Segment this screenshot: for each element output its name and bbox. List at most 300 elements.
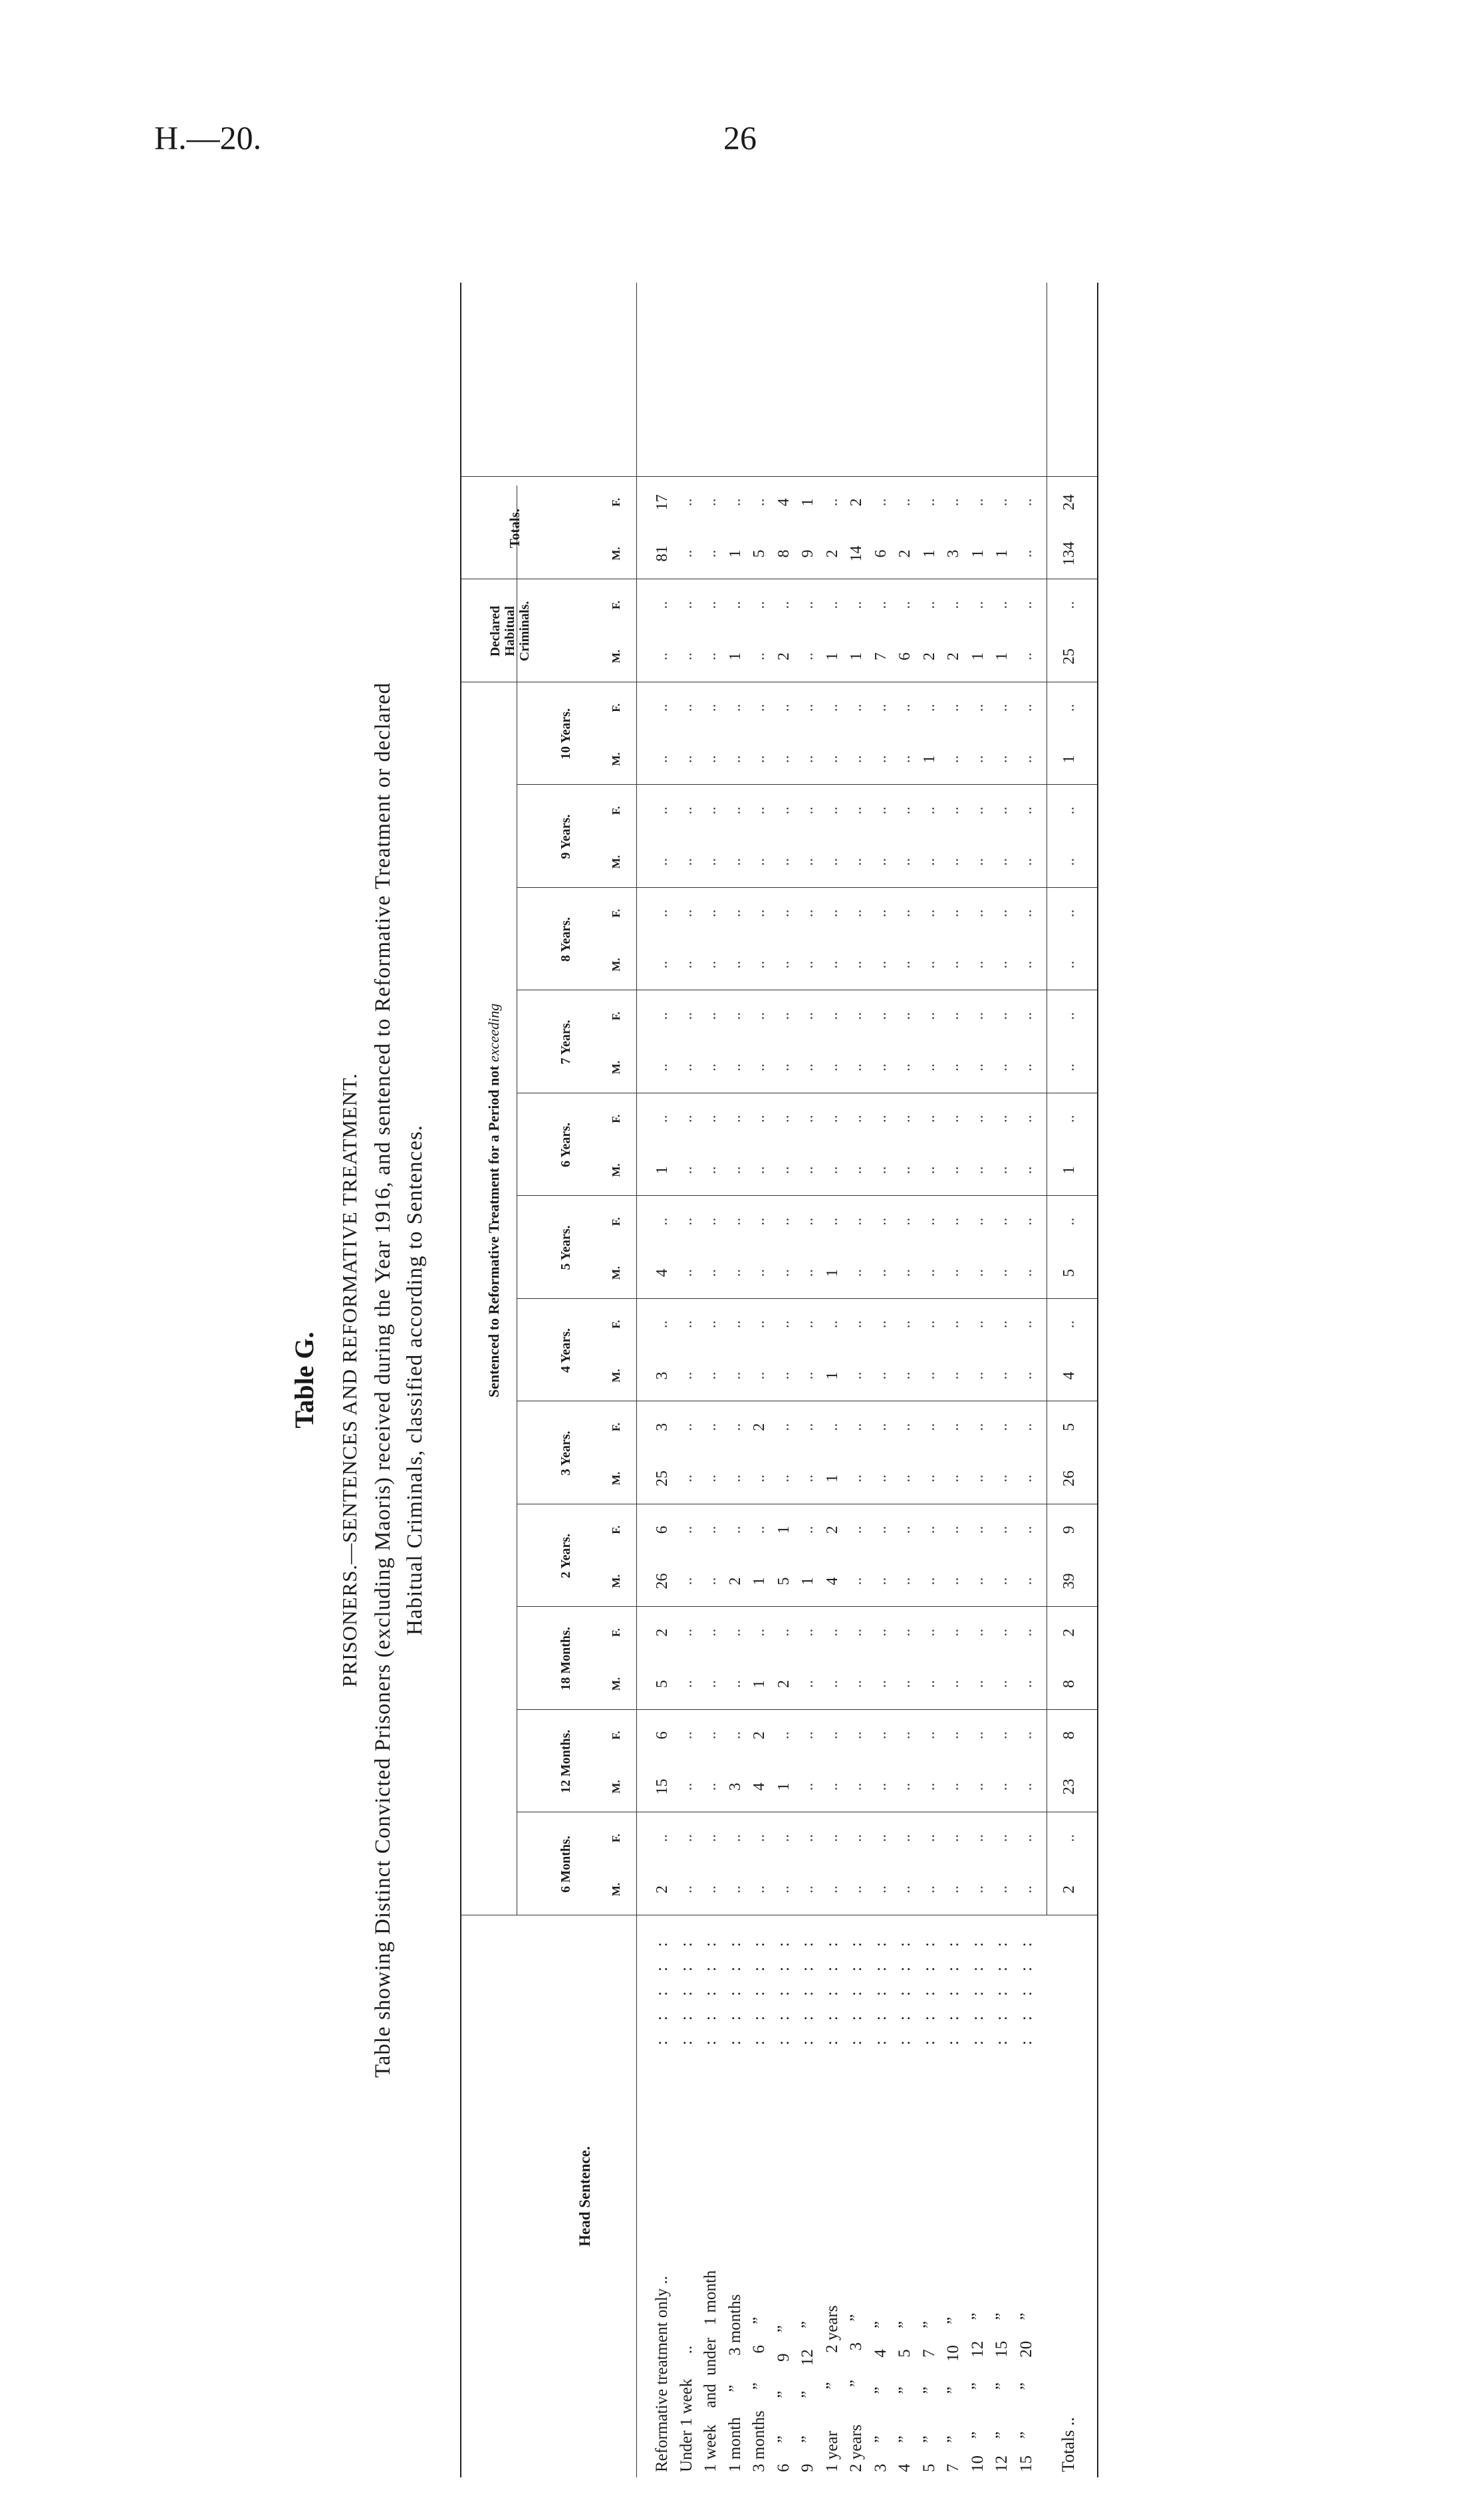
row-label: 6 ” ” 9 ” <box>774 2325 793 2472</box>
table-cell: .. <box>920 1834 938 1842</box>
table-cell: .. <box>945 1115 962 1123</box>
table-cell: .. <box>969 1269 987 1277</box>
table-cell: .. <box>896 1371 914 1380</box>
table-cell: 2 <box>654 1628 671 1637</box>
table-cell: .. <box>775 1269 793 1277</box>
table-cell: .. <box>920 1063 938 1071</box>
table-cell: .. <box>799 601 816 609</box>
sex-column-header: M. <box>610 649 622 664</box>
sex-column-header: M. <box>610 1574 622 1588</box>
table-cell: .. <box>872 755 890 764</box>
table-bottom-rule <box>1097 283 1098 2477</box>
table-cell: 3 <box>945 549 962 558</box>
table-cell: .. <box>1017 1063 1035 1071</box>
table-cell: .. <box>654 806 671 815</box>
totals-cell: 5 <box>1060 1423 1078 1431</box>
table-cell: .. <box>1017 1628 1035 1637</box>
table-cell: .. <box>823 1834 841 1842</box>
leader-dots: ::::: <box>701 1922 719 2045</box>
table-cell: .. <box>726 755 744 764</box>
table-cell: .. <box>726 1166 744 1175</box>
table-cell: .. <box>896 1269 914 1277</box>
sex-column-header: F. <box>610 1731 622 1740</box>
table-cell: .. <box>775 1423 793 1431</box>
table-cell: .. <box>751 858 768 866</box>
table-cell: .. <box>823 1731 841 1740</box>
table-cell: .. <box>920 498 938 507</box>
table-cell: .. <box>702 549 719 558</box>
sex-column-header: M. <box>610 1677 622 1691</box>
table-cell: 6 <box>896 652 914 660</box>
sex-column-header: F. <box>610 1114 622 1123</box>
table-cell: .. <box>702 704 719 712</box>
totals-cell: 8 <box>1060 1680 1078 1688</box>
totals-cell: 25 <box>1060 648 1078 664</box>
table-cell: .. <box>848 1217 865 1226</box>
table-cell: .. <box>993 1628 1011 1637</box>
table-cell: 3 <box>654 1371 671 1380</box>
table-description-line-2: Habitual Criminals, classified according to Sentences. <box>403 1125 427 1635</box>
table-cell: .. <box>848 1834 865 1842</box>
sex-column-header: F. <box>610 703 622 712</box>
leader-dots: ::::: <box>944 1922 962 2045</box>
table-cell: .. <box>872 1423 890 1431</box>
leader-dots: ::::: <box>993 1922 1011 2045</box>
table-cell: .. <box>1017 755 1035 764</box>
table-cell: 5 <box>751 549 768 558</box>
table-cell: .. <box>945 1269 962 1277</box>
row-label: 3 months ” 6 ” <box>750 2316 768 2472</box>
table-cell: .. <box>702 1166 719 1175</box>
table-cell: .. <box>920 1680 938 1688</box>
table-cell: 14 <box>848 545 865 562</box>
table-cell: .. <box>945 1885 962 1893</box>
row-label: 7 ” ” 10 ” <box>944 2316 962 2472</box>
table-cell: .. <box>920 1269 938 1277</box>
sex-column-header: M. <box>610 1369 622 1383</box>
table-cell: .. <box>848 1577 865 1586</box>
leader-dots: ::::: <box>774 1922 793 2045</box>
table-cell: .. <box>678 1731 695 1740</box>
table-cell: .. <box>726 1628 744 1637</box>
table-cell: .. <box>872 1217 890 1226</box>
table-cell: .. <box>872 1885 890 1893</box>
table-cell: .. <box>751 1166 768 1175</box>
table-cell: .. <box>969 1474 987 1482</box>
table-cell: .. <box>799 652 816 660</box>
table-cell: 1 <box>751 1577 768 1586</box>
table-cell: .. <box>945 1577 962 1586</box>
table-cell: 3 <box>726 1782 744 1791</box>
table-cell: 2 <box>751 1423 768 1431</box>
table-cell: .. <box>993 1012 1011 1020</box>
table-cell: .. <box>920 909 938 918</box>
table-cell: .. <box>993 858 1011 866</box>
table-cell: .. <box>993 1217 1011 1226</box>
table-cell: 1 <box>799 498 816 507</box>
leader-dots: ::::: <box>871 1922 890 2045</box>
table-cell: .. <box>945 1166 962 1175</box>
sex-column-header: F. <box>610 1423 622 1432</box>
table-cell: .. <box>678 755 695 764</box>
totals-cell: 4 <box>1060 1371 1078 1380</box>
table-cell: .. <box>823 1680 841 1688</box>
table-cell: .. <box>751 1012 768 1020</box>
table-cell: .. <box>678 1012 695 1020</box>
table-cell: .. <box>726 1115 744 1123</box>
leader-dots: ::::: <box>847 1922 865 2045</box>
table-cell: 1 <box>848 652 865 660</box>
totals-cell: .. <box>1060 1012 1078 1020</box>
table-cell: .. <box>872 1577 890 1586</box>
table-cell: .. <box>702 960 719 969</box>
table-cell: .. <box>678 601 695 609</box>
table-title: PRISONERS.—SENTENCES AND REFORMATIVE TREATMENT. <box>338 1073 361 1687</box>
group-divider <box>460 579 1097 580</box>
table-cell: 2 <box>896 549 914 558</box>
table-cell: .. <box>969 806 987 815</box>
table-cell: .. <box>848 601 865 609</box>
table-cell: .. <box>678 1526 695 1534</box>
table-cell: .. <box>726 1474 744 1482</box>
table-cell: .. <box>945 806 962 815</box>
table-cell: .. <box>823 806 841 815</box>
table-cell: .. <box>702 1115 719 1123</box>
sex-column-header: F. <box>610 497 622 507</box>
table-cell: .. <box>872 1012 890 1020</box>
sentenced-span-header <box>485 486 503 1915</box>
table-cell: .. <box>1017 1526 1035 1534</box>
table-cell: .. <box>823 909 841 918</box>
table-cell: .. <box>920 1885 938 1893</box>
totals-cell: 2 <box>1060 1628 1078 1637</box>
table-cell: .. <box>654 601 671 609</box>
table-cell: .. <box>920 1320 938 1329</box>
table-cell: .. <box>823 498 841 507</box>
table-cell: .. <box>775 909 793 918</box>
table-cell: .. <box>823 1423 841 1431</box>
table-cell: 1 <box>920 549 938 558</box>
table-cell: .. <box>1017 601 1035 609</box>
table-cell: .. <box>678 1371 695 1380</box>
table-cell: .. <box>799 1115 816 1123</box>
table-cell: .. <box>969 1320 987 1329</box>
table-cell: .. <box>848 1115 865 1123</box>
column-group-header: 5 Years. <box>558 1225 573 1270</box>
page-reference: H.—20. <box>154 119 262 156</box>
table-cell: .. <box>872 1782 890 1791</box>
table-cell: .. <box>799 1628 816 1637</box>
table-cell: .. <box>969 1217 987 1226</box>
table-cell: .. <box>751 806 768 815</box>
table-cell: .. <box>969 1166 987 1175</box>
group-divider <box>517 887 1097 888</box>
table-cell: .. <box>945 1371 962 1380</box>
table-cell: .. <box>702 601 719 609</box>
table-cell: 26 <box>654 1573 671 1590</box>
totals-cell: 24 <box>1060 494 1078 511</box>
span-header-main: Sentenced to Reformative Treatment for a Period not <box>485 1065 502 1398</box>
table-cell: .. <box>1017 1166 1035 1175</box>
table-cell: .. <box>751 1834 768 1842</box>
table-cell: .. <box>920 960 938 969</box>
table-cell: .. <box>945 1526 962 1534</box>
table-cell: .. <box>775 1217 793 1226</box>
sex-column-header: M. <box>610 1163 622 1177</box>
table-cell: .. <box>872 1269 890 1277</box>
table-cell: .. <box>848 1474 865 1482</box>
rotated-table-block <box>286 256 1110 2504</box>
table-cell: .. <box>751 498 768 507</box>
group-divider <box>460 476 1097 477</box>
table-cell: .. <box>775 1115 793 1123</box>
table-cell: .. <box>1017 1885 1035 1893</box>
table-cell: .. <box>726 1423 744 1431</box>
table-cell: .. <box>702 1320 719 1329</box>
table-cell: 4 <box>775 498 793 507</box>
table-cell: 2 <box>823 1526 841 1534</box>
table-cell: .. <box>920 1628 938 1637</box>
table-cell: .. <box>678 1217 695 1226</box>
sex-column-header: M. <box>610 1882 622 1897</box>
table-cell: 3 <box>654 1423 671 1431</box>
table-cell: .. <box>848 1320 865 1329</box>
table-cell: 1 <box>823 1269 841 1277</box>
table-cell: .. <box>702 498 719 507</box>
table-cell: .. <box>799 1526 816 1534</box>
table-cell: .. <box>848 1012 865 1020</box>
table-cell: .. <box>654 1320 671 1329</box>
table-cell: .. <box>1017 1320 1035 1329</box>
table-cell: .. <box>993 704 1011 712</box>
table-cell: .. <box>678 1474 695 1482</box>
table-cell: .. <box>896 1474 914 1482</box>
table-cell: .. <box>678 1320 695 1329</box>
table-cell: .. <box>751 1115 768 1123</box>
group-divider <box>517 1812 1097 1813</box>
table-cell: .. <box>969 1526 987 1534</box>
table-cell: 1 <box>775 1526 793 1534</box>
table-cell: .. <box>872 806 890 815</box>
table-cell: .. <box>945 1782 962 1791</box>
table-cell: .. <box>945 960 962 969</box>
table-cell: .. <box>678 1269 695 1277</box>
table-cell: .. <box>823 1166 841 1175</box>
table-cell: .. <box>775 704 793 712</box>
table-cell: .. <box>775 1371 793 1380</box>
table-cell: .. <box>799 1063 816 1071</box>
sex-column-header: M. <box>610 547 622 561</box>
table-cell: .. <box>775 1731 793 1740</box>
table-cell: .. <box>775 960 793 969</box>
sex-column-header: F. <box>610 1217 622 1226</box>
table-cell: .. <box>799 806 816 815</box>
table-cell: .. <box>726 498 744 507</box>
table-cell: .. <box>920 858 938 866</box>
column-group-header: 4 Years. <box>558 1327 573 1373</box>
table-cell: .. <box>896 1885 914 1893</box>
table-cell: .. <box>799 1269 816 1277</box>
sex-column-header: M. <box>610 1780 622 1794</box>
sex-column-header: M. <box>610 958 622 972</box>
totals-cell: .. <box>1060 704 1078 712</box>
table-cell: .. <box>678 498 695 507</box>
leader-dots: ::::: <box>968 1922 987 2045</box>
table-cell: .. <box>1017 1423 1035 1431</box>
table-cell: .. <box>1017 1115 1035 1123</box>
table-cell: .. <box>872 909 890 918</box>
row-label: 4 ” ” 5 ” <box>896 2320 914 2472</box>
table-cell: .. <box>726 858 744 866</box>
table-cell: .. <box>726 1269 744 1277</box>
table-cell: .. <box>872 1371 890 1380</box>
table-cell: .. <box>751 1526 768 1534</box>
totals-cell: 134 <box>1060 541 1078 566</box>
table-cell: .. <box>678 960 695 969</box>
table-cell: .. <box>920 1012 938 1020</box>
table-cell: .. <box>678 1577 695 1586</box>
column-group-header: 9 Years. <box>558 814 573 859</box>
table-cell: .. <box>896 858 914 866</box>
table-cell: .. <box>702 1885 719 1893</box>
table-cell: .. <box>678 1166 695 1175</box>
table-cell: .. <box>920 1166 938 1175</box>
table-cell: .. <box>799 858 816 866</box>
table-cell: .. <box>678 858 695 866</box>
table-cell: .. <box>945 1834 962 1842</box>
table-cell: .. <box>1017 1474 1035 1482</box>
table-cell: .. <box>969 1012 987 1020</box>
totals-cell: .. <box>1060 858 1078 866</box>
table-cell: .. <box>920 601 938 609</box>
table-cell: .. <box>993 1063 1011 1071</box>
table-cell: .. <box>1017 704 1035 712</box>
column-group-header: 6 Months. <box>558 1836 573 1893</box>
leader-dots: ::::: <box>920 1922 938 2045</box>
table-cell: .. <box>993 1320 1011 1329</box>
table-cell: .. <box>751 1628 768 1637</box>
table-cell: .. <box>969 601 987 609</box>
table-cell: .. <box>920 1474 938 1482</box>
table-cell: .. <box>751 1371 768 1380</box>
table-cell: .. <box>920 704 938 712</box>
table-cell: 1 <box>775 1782 793 1791</box>
table-cell: .. <box>702 1834 719 1842</box>
totals-cell: .. <box>1060 1320 1078 1329</box>
table-cell: .. <box>1017 1680 1035 1688</box>
table-cell: .. <box>1017 652 1035 660</box>
totals-cell: 1 <box>1060 1166 1078 1175</box>
table-cell: 15 <box>654 1778 671 1795</box>
table-cell: 2 <box>823 549 841 558</box>
table-cell: .. <box>945 1680 962 1688</box>
totals-cell: .. <box>1060 1217 1078 1226</box>
row-label: 2 years ” 3 ” <box>847 2314 865 2472</box>
sex-column-header: F. <box>610 1834 622 1843</box>
column-group-header: 3 Years. <box>558 1431 573 1476</box>
table-cell: 7 <box>872 652 890 660</box>
table-cell: .. <box>993 1115 1011 1123</box>
table-top-rule <box>460 283 461 2477</box>
table-cell: .. <box>993 1269 1011 1277</box>
table-cell: .. <box>726 1371 744 1380</box>
table-cell: 2 <box>654 1885 671 1893</box>
page-number: 26 <box>723 119 757 156</box>
table-cell: .. <box>993 755 1011 764</box>
table-cell: .. <box>993 909 1011 918</box>
table-cell: .. <box>993 1885 1011 1893</box>
sex-column-header: F. <box>610 1012 622 1021</box>
table-cell: .. <box>654 1834 671 1842</box>
table-cell: .. <box>848 858 865 866</box>
table-cell: .. <box>896 1577 914 1586</box>
sex-column-header: M. <box>610 855 622 869</box>
table-cell: .. <box>654 909 671 918</box>
sentences-table <box>460 283 1098 2477</box>
table-cell: .. <box>1017 1731 1035 1740</box>
leader-dots: ::::: <box>750 1922 768 2045</box>
table-cell: .. <box>872 601 890 609</box>
table-cell: .. <box>993 1834 1011 1842</box>
table-cell: .. <box>969 909 987 918</box>
table-cell: .. <box>872 1628 890 1637</box>
table-cell: 2 <box>751 1731 768 1740</box>
table-cell: .. <box>751 755 768 764</box>
sex-column-header: F. <box>610 1628 622 1637</box>
table-cell: .. <box>872 1474 890 1482</box>
table-cell: .. <box>872 1320 890 1329</box>
sex-column-header: F. <box>610 1320 622 1329</box>
table-cell: .. <box>775 858 793 866</box>
table-cell: .. <box>775 806 793 815</box>
row-label: 1 week and under 1 month <box>701 2270 719 2472</box>
table-cell: 5 <box>654 1680 671 1688</box>
group-divider <box>517 1401 1097 1402</box>
table-cell: .. <box>678 1885 695 1893</box>
table-cell: .. <box>823 1115 841 1123</box>
totals-cell: 39 <box>1060 1573 1078 1590</box>
table-cell: .. <box>702 1217 719 1226</box>
row-label: Reformative treatment only .. <box>653 2275 671 2472</box>
table-cell: .. <box>896 1063 914 1071</box>
table-cell: .. <box>848 1166 865 1175</box>
table-cell: .. <box>1017 909 1035 918</box>
table-cell: .. <box>993 1371 1011 1380</box>
table-cell: .. <box>702 652 719 660</box>
table-cell: .. <box>678 549 695 558</box>
table-cell: .. <box>751 704 768 712</box>
row-label: 9 ” ” 12 ” <box>799 2320 816 2472</box>
totals-cell: .. <box>1060 960 1078 969</box>
table-cell: 8 <box>775 549 793 558</box>
column-group-header: Declared Habitual Criminals. <box>488 601 532 662</box>
table-cell: .. <box>751 601 768 609</box>
column-group-header: 18 Months. <box>558 1627 573 1691</box>
totals-cell: .. <box>1060 1063 1078 1071</box>
header-bottom-rule <box>636 283 637 2477</box>
table-cell: .. <box>896 498 914 507</box>
table-cell: .. <box>751 1269 768 1277</box>
table-cell: .. <box>1017 1371 1035 1380</box>
column-group-header: 10 Years. <box>558 708 573 760</box>
table-cell: .. <box>799 1012 816 1020</box>
table-cell: .. <box>969 1628 987 1637</box>
table-cell: 1 <box>726 549 744 558</box>
table-cell: .. <box>799 1217 816 1226</box>
table-cell: .. <box>848 1526 865 1534</box>
table-cell: .. <box>969 755 987 764</box>
totals-cell: 9 <box>1060 1526 1078 1534</box>
